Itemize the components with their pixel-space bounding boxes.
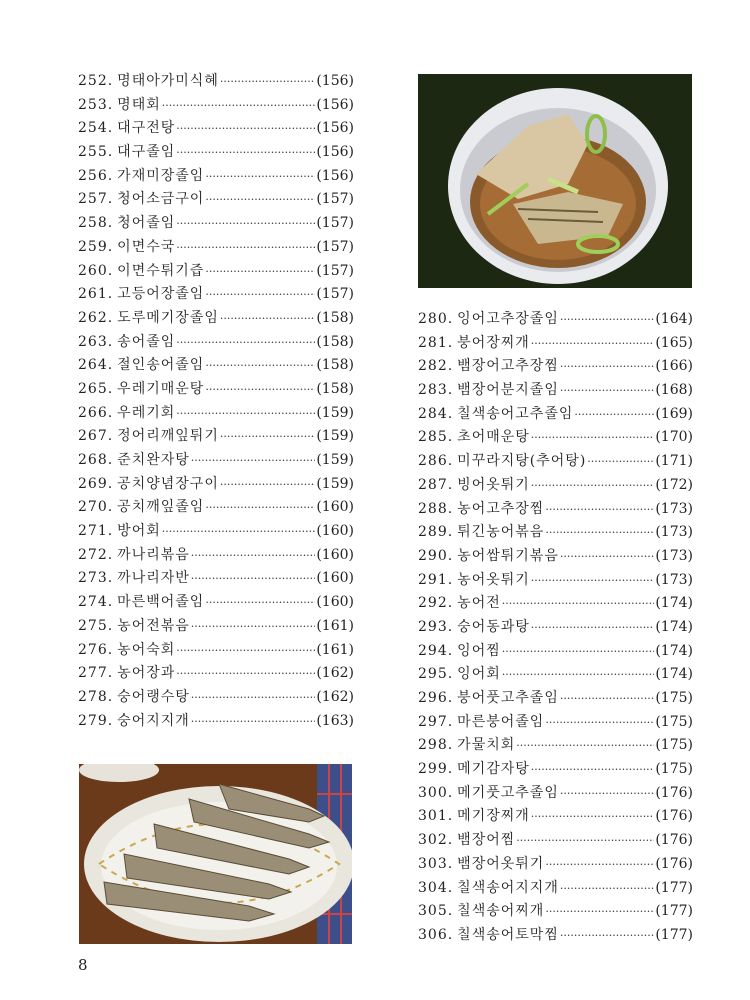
entry-page: (174): [655, 642, 693, 659]
entry-number: 264.: [78, 357, 114, 374]
entry-page: (176): [655, 784, 693, 801]
entry-page: (177): [655, 903, 693, 920]
dot-leader: [560, 550, 655, 563]
entry-title: 가재미장졸임: [117, 167, 205, 184]
entry-number: 280.: [418, 311, 454, 327]
entry-title: 대구전탕: [117, 120, 176, 137]
toc-entry: [78, 496, 354, 520]
dot-leader: [191, 549, 316, 562]
entry-page: (175): [655, 737, 693, 754]
toc-entry: [78, 354, 354, 378]
toc-right-column: [418, 308, 693, 948]
entry-title: 명태아가미식혜: [117, 73, 219, 89]
toc-entry: [78, 212, 354, 236]
dot-leader: [545, 503, 654, 516]
entry-title: 숭어동과탕: [457, 618, 530, 635]
toc-entry: [418, 308, 693, 332]
entry-number: 289.: [418, 524, 454, 541]
entry-number: 287.: [418, 476, 454, 493]
entry-page: (159): [316, 404, 354, 421]
entry-number: 302.: [418, 832, 454, 849]
entry-number: 271.: [78, 523, 114, 540]
dot-leader: [191, 572, 316, 585]
entry-page: (159): [316, 452, 354, 468]
entry-title: 송어졸임: [117, 333, 176, 350]
entry-page: (158): [316, 357, 354, 374]
entry-number: 275.: [78, 617, 114, 634]
entry-title: 칠색송어지지개: [457, 879, 559, 896]
entry-number: 261.: [78, 286, 114, 303]
dot-leader: [560, 313, 655, 326]
entry-page: (160): [316, 523, 354, 540]
dot-leader: [220, 430, 316, 443]
entry-number: 281.: [418, 334, 454, 351]
entry-title: 메기감자탕: [457, 761, 530, 778]
entry-page: (169): [655, 405, 693, 422]
entry-number: 254.: [78, 120, 114, 137]
toc-entry: [418, 734, 693, 758]
dot-leader: [205, 288, 315, 301]
dot-leader: [545, 858, 654, 871]
toc-entry: [418, 782, 693, 806]
entry-number: 262.: [78, 309, 114, 326]
entry-title: 잉어고추장졸임: [457, 311, 559, 327]
entry-page: (172): [655, 476, 693, 493]
entry-page: (175): [655, 713, 693, 730]
entry-page: (160): [316, 570, 354, 587]
dot-leader: [220, 312, 316, 325]
dot-leader: [176, 336, 315, 349]
entry-number: 276.: [78, 641, 114, 658]
toc-entry: [418, 450, 693, 474]
entry-title: 미꾸라지탕(추어탕): [457, 453, 587, 470]
toc-entry: [78, 686, 354, 710]
toc-entry: [78, 662, 354, 686]
dot-leader: [587, 455, 654, 468]
entry-number: 303.: [418, 855, 454, 872]
entry-title: 명태회: [117, 96, 161, 113]
entry-number: 252.: [78, 73, 114, 89]
toc-entry: [78, 165, 354, 189]
toc-entry: [78, 520, 354, 544]
entry-title: 메기장찌개: [457, 808, 530, 825]
entry-number: 290.: [418, 547, 454, 564]
dot-leader: [531, 810, 655, 823]
entry-number: 270.: [78, 499, 114, 516]
entry-title: 까나리자반: [117, 570, 190, 587]
dot-leader: [176, 241, 315, 254]
entry-page: (177): [655, 879, 693, 896]
entry-page: (175): [655, 761, 693, 778]
entry-title: 농어쌈튀기볶음: [457, 547, 559, 564]
entry-number: 292.: [418, 595, 454, 612]
toc-entry: [78, 307, 354, 331]
entry-page: (162): [316, 688, 354, 705]
dot-leader: [560, 929, 655, 942]
toc-entry: [78, 567, 354, 591]
toc-entry: [418, 379, 693, 403]
dot-leader: [205, 501, 315, 514]
entry-page: (176): [655, 832, 693, 849]
entry-number: 295.: [418, 666, 454, 683]
entry-title: 준치완자탕: [117, 452, 190, 468]
entry-number: 277.: [78, 665, 114, 682]
entry-page: (157): [316, 191, 354, 208]
entry-title: 칠색송어토막찜: [457, 926, 559, 943]
entry-page: (157): [316, 238, 354, 255]
entry-title: 빙어옷튀기: [457, 476, 530, 493]
entry-title: 방어회: [117, 523, 161, 540]
entry-number: 297.: [418, 713, 454, 730]
entry-title: 잉어찜: [457, 642, 501, 659]
entry-number: 288.: [418, 500, 454, 517]
entry-title: 농어고추장찜: [457, 500, 545, 517]
entry-number: 296.: [418, 690, 454, 706]
entry-page: (160): [316, 594, 354, 611]
entry-page: (176): [655, 808, 693, 825]
toc-entry: [418, 877, 693, 901]
entry-title: 마른백어졸임: [117, 594, 205, 611]
entry-number: 255.: [78, 144, 114, 161]
dot-leader: [531, 621, 655, 634]
entry-number: 291.: [418, 571, 454, 588]
entry-title: 튀긴농어볶음: [457, 524, 545, 541]
entry-number: 259.: [78, 238, 114, 255]
toc-entry: [418, 498, 693, 522]
toc-entry: [78, 331, 354, 355]
entry-title: 붕어풋고추졸임: [457, 690, 559, 706]
entry-number: 286.: [418, 453, 454, 470]
entry-title: 메기풋고추졸임: [457, 784, 559, 801]
entry-title: 칠색송어찌개: [457, 903, 545, 920]
entry-number: 299.: [418, 761, 454, 778]
dot-leader: [176, 407, 315, 420]
toc-entry: [418, 616, 693, 640]
toc-entry: [78, 94, 354, 118]
toc-entry: [78, 639, 354, 663]
entry-number: 282.: [418, 358, 454, 375]
toc-entry: [418, 521, 693, 545]
dot-leader: [176, 217, 315, 230]
toc-entry: [418, 569, 693, 593]
entry-title: 이면수국: [117, 238, 176, 255]
toc-entry: [418, 332, 693, 356]
entry-page: (173): [655, 524, 693, 541]
entry-number: 283.: [418, 382, 454, 399]
dot-leader: [560, 384, 655, 397]
entry-title: 공치깨잎졸임: [117, 499, 205, 516]
entry-page: (157): [316, 262, 354, 279]
entry-page: (160): [316, 546, 354, 563]
entry-number: 272.: [78, 546, 114, 563]
toc-entry: [418, 403, 693, 427]
entry-title: 잉어회: [457, 666, 501, 683]
entry-number: 257.: [78, 191, 114, 208]
toc-entry: [418, 758, 693, 782]
entry-title: 뱀장어옷튀기: [457, 855, 545, 872]
toc-entry: [78, 544, 354, 568]
entry-number: 293.: [418, 618, 454, 635]
entry-page: (164): [655, 311, 693, 327]
entry-page: (175): [655, 690, 693, 706]
dot-leader: [531, 431, 655, 444]
dot-leader: [176, 667, 315, 680]
entry-title: 이면수튀기즙: [117, 262, 205, 279]
entry-number: 300.: [418, 784, 454, 801]
entry-number: 306.: [418, 926, 454, 943]
entry-number: 265.: [78, 380, 114, 397]
dot-leader: [162, 525, 316, 538]
toc-left-column: [78, 70, 354, 733]
toc-entry: [78, 141, 354, 165]
entry-number: 263.: [78, 333, 114, 350]
toc-entry: [78, 402, 354, 426]
entry-title: 농어장과: [117, 665, 176, 682]
dot-leader: [531, 337, 655, 350]
toc-entry: [78, 260, 354, 284]
entry-page: (173): [655, 571, 693, 588]
dot-leader: [531, 479, 655, 492]
toc-entry: [418, 640, 693, 664]
entry-title: 뱀장어고추장찜: [457, 358, 559, 375]
entry-number: 285.: [418, 429, 454, 446]
entry-title: 칠색송어고추졸임: [457, 405, 574, 422]
toc-entry: [78, 615, 354, 639]
dot-leader: [502, 645, 655, 658]
dot-leader: [531, 763, 655, 776]
entry-title: 농어옷튀기: [457, 571, 530, 588]
entry-number: 273.: [78, 570, 114, 587]
entry-page: (163): [316, 712, 354, 729]
dot-leader: [545, 905, 654, 918]
entry-number: 294.: [418, 642, 454, 659]
dried-fish-plate-photo: [79, 764, 352, 944]
entry-title: 붕어장찌개: [457, 334, 530, 351]
toc-entry: [418, 545, 693, 569]
dot-leader: [191, 691, 316, 704]
dot-leader: [205, 383, 315, 396]
dot-leader: [191, 620, 316, 633]
entry-page: (156): [316, 96, 354, 113]
entry-page: (173): [655, 500, 693, 517]
toc-entry: [418, 829, 693, 853]
dot-leader: [560, 882, 655, 895]
entry-number: 274.: [78, 594, 114, 611]
entry-title: 도루메기장졸임: [117, 309, 219, 326]
entry-page: (168): [655, 382, 693, 399]
entry-title: 고등어장졸임: [117, 286, 205, 303]
entry-title: 우레기매운탕: [117, 380, 205, 397]
entry-title: 초어매운탕: [457, 429, 530, 446]
dot-leader: [176, 122, 315, 135]
dot-leader: [560, 787, 655, 800]
entry-title: 청어졸임: [117, 215, 176, 232]
toc-entry: [418, 805, 693, 829]
entry-number: 304.: [418, 879, 454, 896]
dot-leader: [205, 193, 315, 206]
toc-entry: [418, 592, 693, 616]
entry-page: (158): [316, 380, 354, 397]
entry-page: (156): [316, 73, 354, 89]
toc-entry: [418, 426, 693, 450]
entry-number: 268.: [78, 452, 114, 468]
entry-title: 우레기회: [117, 404, 176, 421]
fish-soup-bowl-photo: [418, 74, 692, 288]
page-number: 8: [78, 956, 88, 974]
entry-title: 뱀장어찜: [457, 832, 516, 849]
toc-entry: [78, 70, 354, 94]
entry-page: (156): [316, 167, 354, 184]
entry-page: (161): [316, 617, 354, 634]
dot-leader: [220, 75, 316, 88]
dot-leader: [205, 265, 315, 278]
toc-entry: [418, 853, 693, 877]
dot-leader: [545, 526, 654, 539]
entry-page: (174): [655, 595, 693, 612]
entry-title: 가물치회: [457, 737, 516, 754]
entry-title: 정어리깨잎튀기: [117, 428, 219, 445]
entry-number: 267.: [78, 428, 114, 445]
entry-page: (173): [655, 547, 693, 564]
toc-entry: [78, 283, 354, 307]
entry-page: (161): [316, 641, 354, 658]
entry-title: 뱀장어분지졸임: [457, 382, 559, 399]
entry-page: (156): [316, 144, 354, 161]
toc-entry: [418, 663, 693, 687]
entry-page: (176): [655, 855, 693, 872]
entry-page: (165): [655, 334, 693, 351]
entry-number: 305.: [418, 903, 454, 920]
entry-number: 258.: [78, 215, 114, 232]
entry-page: (160): [316, 499, 354, 516]
entry-title: 대구졸임: [117, 144, 176, 161]
entry-title: 청어소금구이: [117, 191, 205, 208]
entry-title: 농어전볶음: [117, 617, 190, 634]
entry-page: (159): [316, 475, 354, 492]
toc-entry: [418, 687, 693, 711]
entry-number: 284.: [418, 405, 454, 422]
toc-entry: [78, 473, 354, 497]
entry-page: (170): [655, 429, 693, 446]
entry-number: 298.: [418, 737, 454, 754]
entry-page: (156): [316, 120, 354, 137]
toc-entry: [418, 924, 693, 948]
entry-page: (159): [316, 428, 354, 445]
entry-title: 마른붕어졸임: [457, 713, 545, 730]
entry-number: 278.: [78, 688, 114, 705]
entry-title: 까나리볶음: [117, 546, 190, 563]
entry-number: 256.: [78, 167, 114, 184]
dot-leader: [205, 170, 315, 183]
entry-title: 숭어랭수탕: [117, 688, 190, 705]
dot-leader: [574, 408, 654, 421]
dot-leader: [191, 454, 316, 467]
entry-number: 260.: [78, 262, 114, 279]
dot-leader: [502, 668, 655, 681]
toc-entry: [418, 474, 693, 498]
entry-page: (162): [316, 665, 354, 682]
toc-entry: [78, 236, 354, 260]
dot-leader: [560, 360, 655, 373]
toc-entry: [78, 710, 354, 734]
entry-page: (174): [655, 666, 693, 683]
entry-page: (177): [655, 926, 693, 943]
dot-leader: [176, 644, 315, 657]
dot-leader: [220, 478, 316, 491]
dot-leader: [560, 692, 655, 705]
entry-page: (166): [655, 358, 693, 375]
toc-entry: [418, 900, 693, 924]
dot-leader: [545, 716, 654, 729]
toc-entry: [418, 711, 693, 735]
dot-leader: [176, 146, 315, 159]
toc-entry: [78, 188, 354, 212]
entry-number: 279.: [78, 712, 114, 729]
dot-leader: [205, 596, 315, 609]
toc-entry: [78, 117, 354, 141]
dot-leader: [191, 715, 316, 728]
toc-entry: [78, 425, 354, 449]
toc-entry: [78, 378, 354, 402]
entry-title: 절인송어졸임: [117, 357, 205, 374]
entry-page: (174): [655, 618, 693, 635]
entry-page: (158): [316, 309, 354, 326]
entry-number: 269.: [78, 475, 114, 492]
dot-leader: [162, 99, 316, 112]
entry-number: 266.: [78, 404, 114, 421]
toc-entry: [78, 591, 354, 615]
entry-number: 301.: [418, 808, 454, 825]
entry-page: (157): [316, 286, 354, 303]
toc-entry: [418, 355, 693, 379]
entry-title: 공치양념장구이: [117, 475, 219, 492]
entry-number: 253.: [78, 96, 114, 113]
entry-page: (158): [316, 333, 354, 350]
entry-title: 농어전: [457, 595, 501, 612]
toc-entry: [78, 449, 354, 473]
dot-leader: [502, 597, 655, 610]
dot-leader: [516, 834, 654, 847]
entry-title: 농어숙회: [117, 641, 176, 658]
entry-title: 숭어지지개: [117, 712, 190, 729]
entry-page: (171): [655, 453, 693, 470]
dot-leader: [205, 359, 315, 372]
dot-leader: [531, 574, 655, 587]
dot-leader: [516, 739, 654, 752]
entry-page: (157): [316, 215, 354, 232]
